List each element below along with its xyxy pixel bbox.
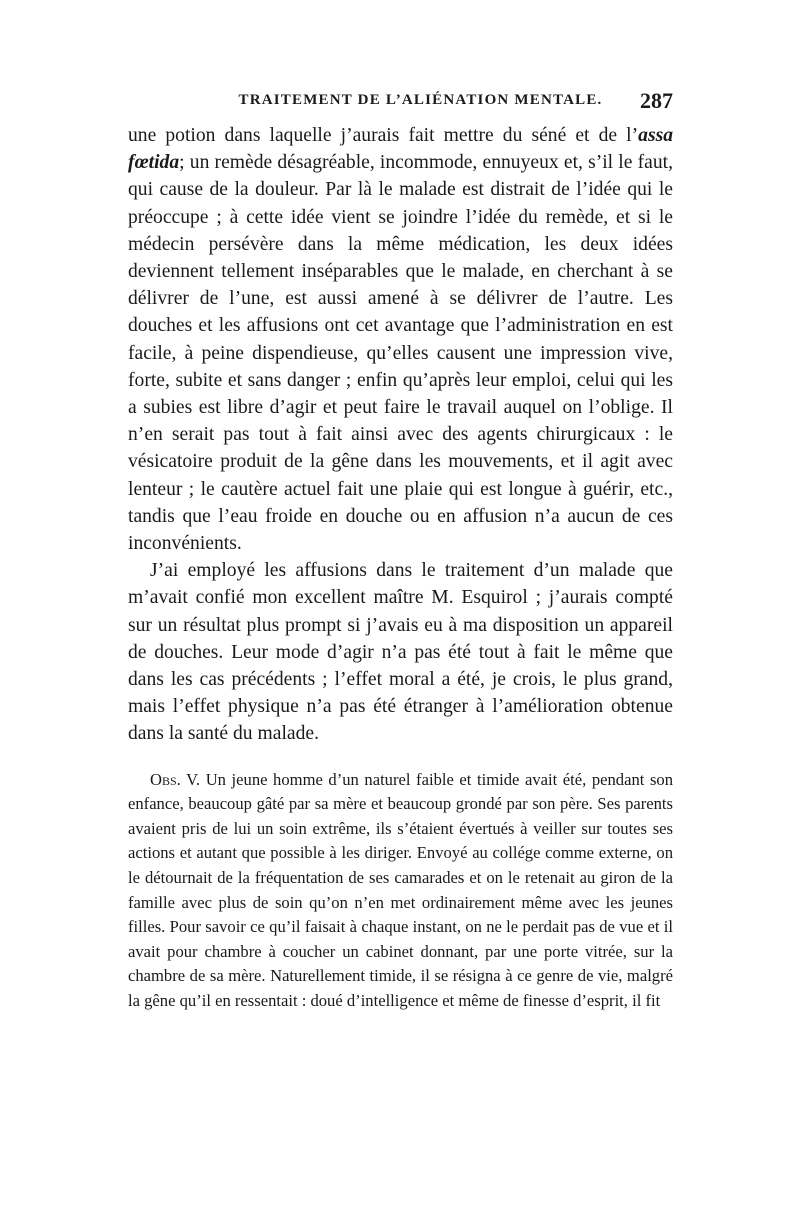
book-page [128, 88, 674, 1014]
paragraph-1-start: une potion dans laquelle j’aurais fait mettre du séné et de l’ [128, 125, 639, 146]
running-head [128, 88, 673, 122]
observation-text: Un jeune homme d’un naturel faible et timide avait été, pendant son enfance, beaucoup gâté par sa mère et beaucoup grondé par son père. Ses parents avaient pris de lui un soin extrême, ils s’étaient évertués à veiller sur toutes ses actions et autant que possible à les diriger. Envoyé au collége comme externe, on le détournait de la fréquentation de ses camarades et on le retenait au giron de la famille avec plus de soin qu’on n’en met ordinairement même avec les jeunes filles. Pour savoir ce qu’il faisait à chaque instant, on ne le perdait pas de vue et il avait pour chambre à coucher un cabinet donnant, par une porte vitrée, sur la chambre de sa mère. Naturellement timide, il se résigna à ce genre de vie, malgré la gêne qu’il en ressentait : doué d’intelligence et même de finesse d’esprit, il fit [128, 769, 674, 1011]
running-title: TRAITEMENT DE L’ALIÉNATION MENTALE. [238, 92, 603, 108]
paragraph-1 [128, 122, 673, 557]
paragraph-2: J’ai employé les affusions dans le traitement d’un malade que m’avait confié mon excellent maître M. Esquirol ; j’aurais compté sur un résultat plus prompt si j’avais eu à ma disposition un appareil de douches. Leur mode d’agir n’a pas été tout à fait le même que dans les cas précédents ; l’effet moral a été, je crois, le plus grand, mais l’effet physique n’a pas été étranger à l’amélioration obtenue dans la santé du malade. [128, 560, 673, 745]
paragraph-1-italic: assa fœtida [128, 125, 673, 174]
page-number: 287 [640, 88, 673, 113]
observation-label: Obs. V. [150, 769, 201, 789]
paragraph-1-rest: ; un remède désagréable, incommode, ennuyeux et, s’il le faut, qui cause de la douleur. Par là le malade est distrait de l’idée qui le préoccupe ; à cette idée vient se joindre l’idée du remède, et si le médecin persévère dans la même médication, les deux idées deviennent tellement inséparables que le malade, en cherchant à se délivrer de l’une, est aussi amené à se délivrer de l’autre. Les douches et les affusions ont cet avantage que l’administration en est facile, à peine dispendieuse, qu’elles causent une impression vive, forte, subite et sans danger ; enfin qu’après leur emploi, celui qui les a subies est libre d’agir et peut faire le travail auquel on l’oblige. Il n’en serait pas tout à fait ainsi avec des agents chirurgicaux : le vésicatoire produit de la gêne dans les mouvements, et il agit avec lenteur ; le cautère actuel fait une plaie qui est longue à guérir, etc., tandis que l’eau froide en douche ou en affusion n’a aucun de ces inconvénients. [128, 152, 673, 555]
observation-block [128, 768, 673, 1014]
main-text [128, 122, 673, 748]
observation-paragraph [128, 768, 673, 1014]
